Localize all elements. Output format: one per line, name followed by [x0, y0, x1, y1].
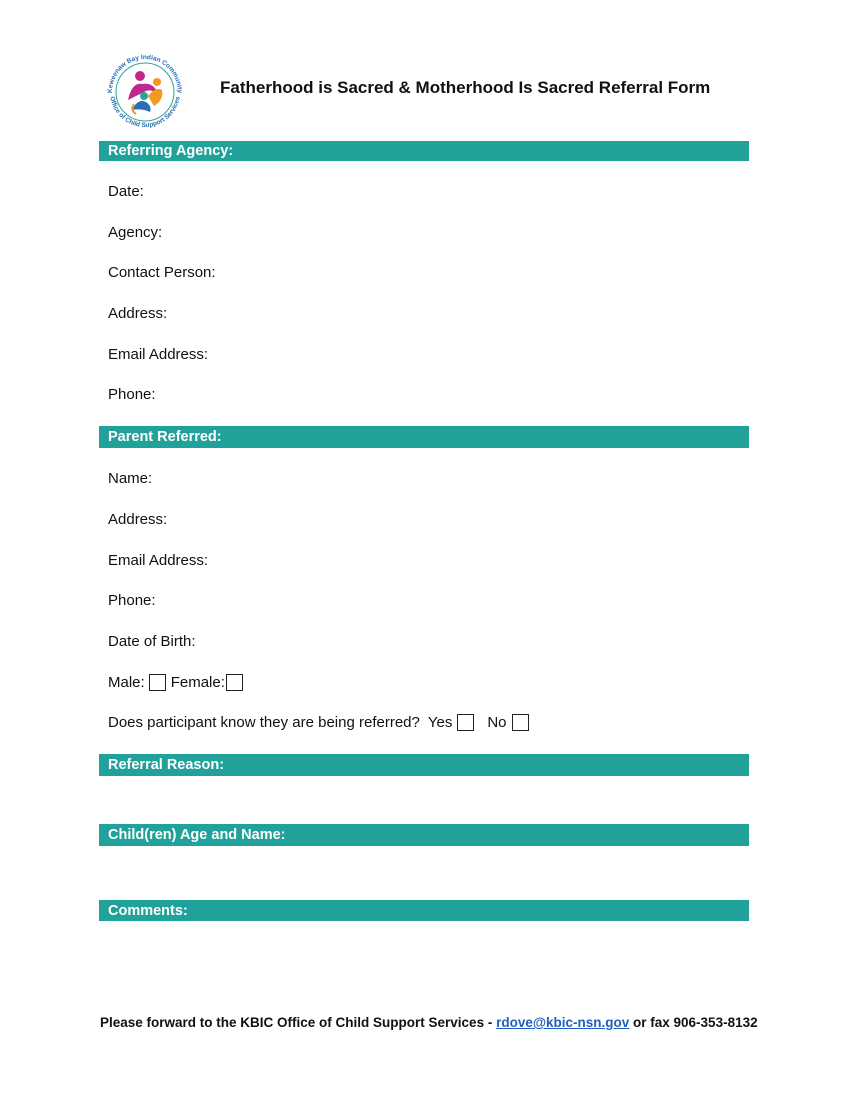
logo-text-bottom: Office of Child Support Services	[108, 95, 182, 128]
form-title: Fatherhood is Sacred & Motherhood Is Sacred Referral Form	[220, 78, 711, 97]
no-checkbox[interactable]	[512, 714, 529, 731]
field-agency-phone: Phone:	[108, 386, 156, 403]
footer-text-after: or fax 906-353-8132	[629, 1015, 758, 1030]
field-agency: Agency:	[108, 224, 163, 241]
footer-email-link[interactable]: rdove@kbic-nsn.gov	[496, 1015, 630, 1030]
field-parent-email: Email Address:	[108, 552, 209, 569]
section-children: Child(ren) Age and Name:	[99, 824, 749, 846]
section-referral-reason: Referral Reason:	[99, 754, 749, 776]
field-parent-phone: Phone:	[108, 592, 156, 609]
know-referred-question: Does participant know they are being referred?	[108, 714, 420, 731]
field-date-of-birth: Date of Birth:	[108, 633, 196, 650]
field-agency-email: Email Address:	[108, 346, 209, 363]
yes-checkbox[interactable]	[457, 714, 474, 731]
field-date: Date:	[108, 183, 144, 200]
section-referring-agency: Referring Agency:	[99, 141, 749, 161]
female-checkbox[interactable]	[226, 674, 243, 691]
male-label: Male:	[108, 674, 145, 691]
no-label: No	[487, 714, 507, 731]
footer-text-before: Please forward to the KBIC Office of Child Support Services -	[100, 1015, 497, 1030]
section-comments: Comments:	[99, 900, 749, 921]
female-label: Female:	[170, 674, 225, 691]
field-agency-address: Address:	[108, 305, 168, 322]
footer-instructions	[100, 1015, 758, 1030]
logo-text-top: Keweenaw Bay Indian Community	[106, 53, 184, 94]
kbic-logo	[102, 52, 188, 128]
know-referred-row	[108, 714, 529, 731]
yes-label: Yes	[427, 714, 453, 731]
field-parent-address: Address:	[108, 511, 168, 528]
gender-row	[108, 674, 243, 691]
male-checkbox[interactable]	[149, 674, 166, 691]
field-parent-name: Name:	[108, 470, 153, 487]
section-parent-referred: Parent Referred:	[99, 426, 749, 448]
field-contact-person: Contact Person:	[108, 264, 216, 281]
